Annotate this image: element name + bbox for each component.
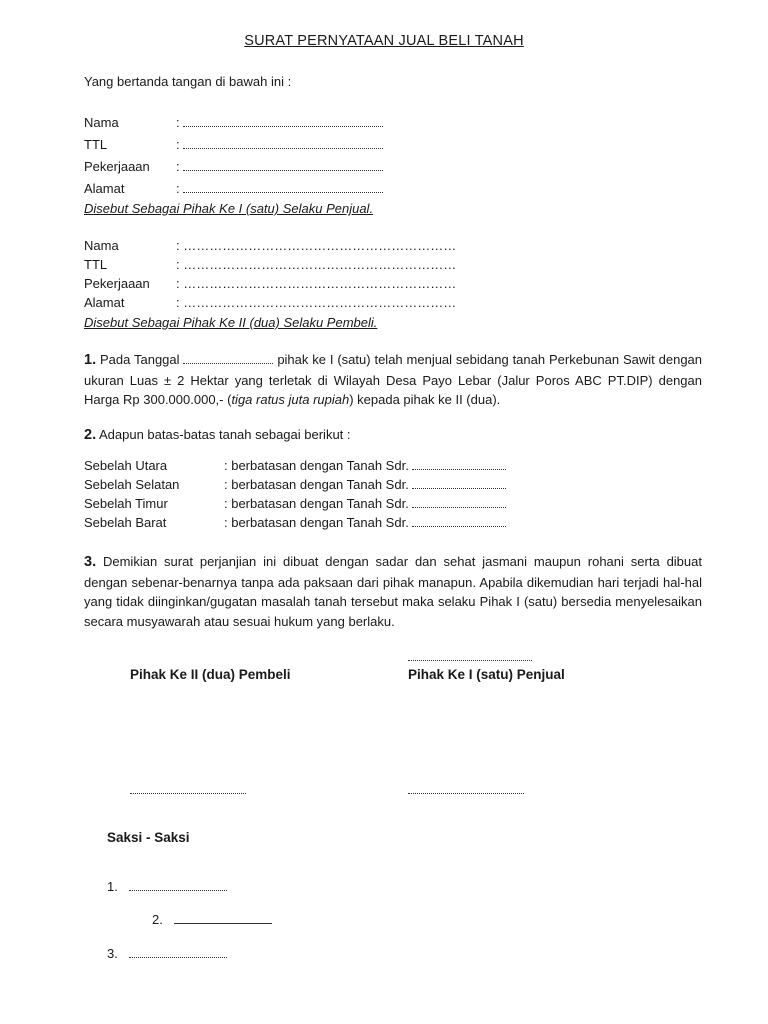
section-1-paragraph bbox=[84, 350, 702, 410]
section-2-heading bbox=[84, 427, 351, 443]
section-1-number: 1. bbox=[84, 352, 97, 368]
witness-line-3[interactable] bbox=[129, 947, 227, 958]
buyer-address-field[interactable]: : ……………………………………………………… bbox=[176, 295, 457, 310]
section-1-italic: tiga ratus juta rupiah bbox=[231, 392, 350, 407]
document-title: SURAT PERNYATAAN JUAL BELI TANAH bbox=[244, 33, 524, 49]
section-3-paragraph bbox=[84, 552, 702, 631]
witness-number-1: 1. bbox=[107, 879, 118, 894]
seller-address-field[interactable]: : bbox=[176, 181, 383, 196]
section-2-text: Adapun batas-batas tanah sebagai berikut : bbox=[99, 427, 351, 442]
section-3-number: 3. bbox=[84, 554, 97, 570]
buyer-job-label: Pekerjaaan bbox=[84, 276, 150, 291]
witness-line-2[interactable] bbox=[174, 913, 272, 924]
witness-item-2 bbox=[152, 912, 272, 927]
seller-signature-line[interactable] bbox=[408, 782, 524, 797]
border-south-label: Sebelah Selatan bbox=[84, 477, 180, 492]
border-south-value[interactable]: : berbatasan dengan Tanah Sdr. bbox=[224, 477, 506, 492]
buyer-address-label: Alamat bbox=[84, 295, 125, 310]
section-3-text: Demikian surat perjanjian ini dibuat dengan sadar dan sehat jasmani maupun rohani serta dibuat dengan sebenar-benarnya tanpa ada paksaan dari pihak manapun. Apabila dikemudian hari terjadi hal-hal yang tidak diinginkan/gugatan masalah tanah tersebut maka selaku Pihak I (satu) bersedia menyelesaikan secara musyawarah atau sesuai hukum yang berlaku. bbox=[84, 554, 702, 629]
seller-ttl-field[interactable]: : bbox=[176, 137, 383, 152]
buyer-name-label: Nama bbox=[84, 238, 119, 253]
border-east-label: Sebelah Timur bbox=[84, 496, 168, 511]
witness-number-2: 2. bbox=[152, 912, 163, 927]
section-1-text-b: pihak ke I (satu) telah menjual sebidang tanah Perkebunan Sawit dengan ukuran Luas ± 2 Hektar yang terletak di Wilayah Desa Payo Lebar (Jalur Poros ABC PT.DIP) dengan Harga Rp 300.000.000,- ( bbox=[84, 352, 703, 407]
date-blank[interactable] bbox=[183, 353, 273, 364]
buyer-name-field[interactable]: : ……………………………………………………… bbox=[176, 238, 457, 253]
seller-signature-label: Pihak Ke I (satu) Penjual bbox=[408, 667, 565, 682]
witness-line-1[interactable] bbox=[129, 880, 227, 891]
witness-number-3: 3. bbox=[107, 946, 118, 961]
witnesses-title: Saksi - Saksi bbox=[107, 830, 190, 845]
border-west-value[interactable]: : berbatasan dengan Tanah Sdr. bbox=[224, 515, 506, 530]
seller-address-label: Alamat bbox=[84, 181, 125, 196]
seller-date-line[interactable] bbox=[408, 649, 532, 664]
section-1-text-a: Pada Tanggal bbox=[99, 352, 180, 367]
intro-text: Yang bertanda tangan di bawah ini : bbox=[84, 74, 292, 89]
buyer-ttl-field[interactable]: : ……………………………………………………… bbox=[176, 257, 457, 272]
buyer-caption: Disebut Sebagai Pihak Ke II (dua) Selaku Pembeli. bbox=[84, 315, 378, 330]
border-north-value[interactable]: : berbatasan dengan Tanah Sdr. bbox=[224, 458, 506, 473]
seller-job-label: Pekerjaaan bbox=[84, 159, 150, 174]
border-west-label: Sebelah Barat bbox=[84, 515, 167, 530]
seller-caption: Disebut Sebagai Pihak Ke I (satu) Selaku Penjual. bbox=[84, 201, 374, 216]
border-north-label: Sebelah Utara bbox=[84, 458, 168, 473]
seller-name-field[interactable]: : bbox=[176, 115, 383, 130]
witness-item-1 bbox=[107, 879, 227, 894]
seller-job-field[interactable]: : bbox=[176, 159, 383, 174]
section-1-text-c: ) kepada pihak ke II (dua). bbox=[349, 392, 501, 407]
seller-ttl-label: TTL bbox=[84, 137, 108, 152]
buyer-job-field[interactable]: : ……………………………………………………… bbox=[176, 276, 457, 291]
buyer-signature-line[interactable] bbox=[130, 782, 246, 797]
border-east-value[interactable]: : berbatasan dengan Tanah Sdr. bbox=[224, 496, 506, 511]
witness-item-3 bbox=[107, 946, 227, 961]
seller-name-label: Nama bbox=[84, 115, 119, 130]
buyer-signature-label: Pihak Ke II (dua) Pembeli bbox=[130, 667, 291, 682]
buyer-ttl-label: TTL bbox=[84, 257, 108, 272]
section-2-number: 2. bbox=[84, 427, 97, 443]
